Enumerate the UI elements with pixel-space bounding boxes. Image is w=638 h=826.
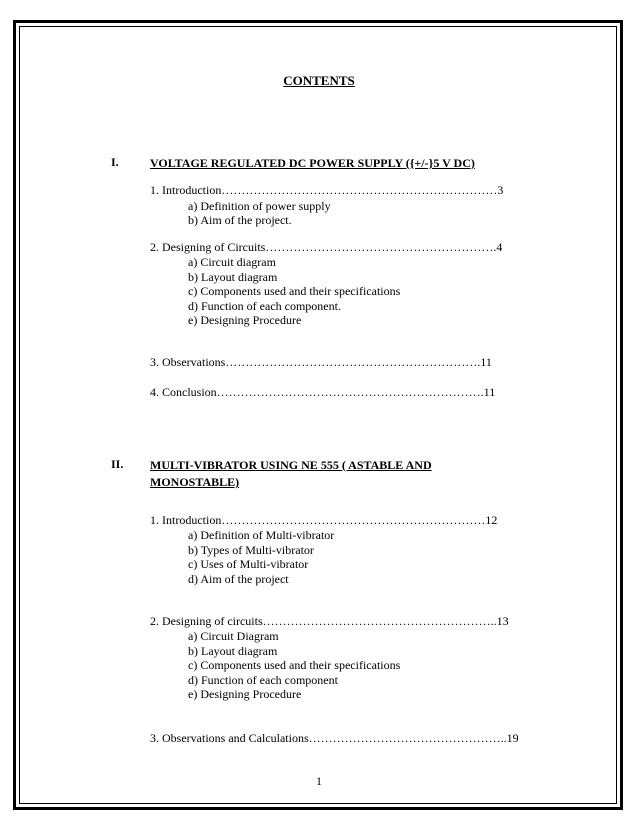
- section-2-numeral: II.: [111, 457, 124, 471]
- contents-title: CONTENTS: [283, 73, 355, 88]
- toc-entry-1-4: 4. Conclusion………………………………………………………….11: [150, 385, 496, 399]
- section-1-numeral: I.: [111, 155, 119, 169]
- toc-sub-2-1-d: d) Aim of the project: [188, 572, 289, 586]
- toc-sub-1-1-a: a) Definition of power supply: [188, 199, 331, 213]
- toc-entry-2-3: 3. Observations and Calculations…………………………………………..19: [150, 731, 519, 745]
- toc-sub-2-1-c: c) Uses of Multi-vibrator: [188, 557, 309, 571]
- toc-sub-1-2-d: d) Function of each component.: [188, 299, 341, 313]
- toc-sub-1-2-b: b) Layout diagram: [188, 270, 278, 284]
- toc-sub-1-2-c: c) Components used and their specifications: [188, 284, 401, 298]
- section-2-title-line-1: MULTI-VIBRATOR USING NE 555 ( ASTABLE AND: [150, 458, 432, 472]
- toc-sub-2-1-b: b) Types of Multi-vibrator: [188, 543, 314, 557]
- toc-entry-1-3: 3. Observations……………………………………………………….11: [150, 355, 492, 369]
- toc-sub-1-2-e: e) Designing Procedure: [188, 313, 302, 327]
- toc-sub-2-2-d: d) Function of each component: [188, 673, 338, 687]
- page-number: 1: [316, 774, 322, 788]
- toc-sub-1-2-a: a) Circuit diagram: [188, 255, 276, 269]
- section-2-title-line-2: MONOSTABLE): [150, 475, 240, 489]
- toc-sub-2-2-e: e) Designing Procedure: [188, 687, 302, 701]
- toc-sub-2-2-a: a) Circuit Diagram: [188, 629, 279, 643]
- toc-sub-2-2-c: c) Components used and their specifications: [188, 658, 401, 672]
- section-1-title: VOLTAGE REGULATED DC POWER SUPPLY ({+/-}5 V DC): [150, 156, 475, 170]
- toc-entry-2-2: 2. Designing of circuits…………………………………………………..13: [150, 614, 509, 628]
- toc-entry-2-1: 1. Introduction…………………………………………………………12: [150, 513, 498, 527]
- toc-entry-1-1: 1. Introduction……………………………………………………………3: [150, 183, 504, 197]
- toc-sub-1-1-b: b) Aim of the project.: [188, 213, 292, 227]
- toc-sub-2-2-b: b) Layout diagram: [188, 644, 278, 658]
- toc-entry-1-2: 2. Designing of Circuits………………………………………………….4: [150, 240, 503, 254]
- toc-sub-2-1-a: a) Definition of Multi-vibrator: [188, 528, 335, 542]
